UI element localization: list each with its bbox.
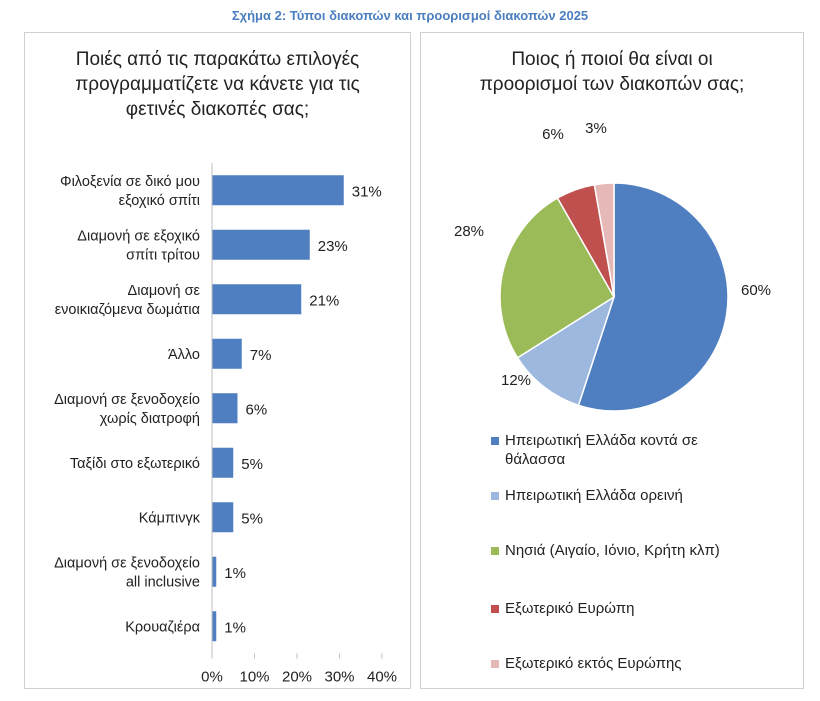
figure-title: Σχήμα 2: Τύποι διακοπών και προορισμοί διακοπών 2025 [231, 8, 589, 23]
bar [212, 230, 310, 260]
x-tick-label: 40% [366, 668, 398, 686]
bar-chart-title-line: προγραμματίζετε να κάνετε για τις [75, 74, 360, 95]
bar-chart-panel [24, 32, 411, 689]
bar [212, 339, 242, 369]
pie-chart [421, 33, 803, 413]
legend-swatch [491, 547, 499, 555]
bar-data-label: 21% [309, 292, 340, 310]
pie-data-label: 60% [740, 282, 772, 299]
bar [212, 557, 216, 587]
bar-chart-title-line: Ποιές από τις παρακάτω επιλογές [75, 49, 360, 70]
bar-chart [25, 33, 410, 688]
category-label: Διαμονή σε ξενοδοχείο χωρίς διατροφή [54, 391, 200, 427]
category-label: Φιλοξενία σε δικό μου εξοχικό σπίτι [60, 173, 200, 209]
bar [212, 175, 344, 205]
bar-data-label: 31% [351, 183, 382, 201]
legend-swatch [491, 660, 499, 668]
legend-label: Ηπειρωτική Ελλάδα κοντά σε θάλασσα [505, 432, 698, 468]
bar-data-label: 1% [224, 564, 246, 582]
bar-data-label: 1% [224, 619, 246, 637]
category-label: Άλλο [167, 346, 200, 363]
bar [212, 284, 301, 314]
legend-label: Εξωτερικό Ευρώπη [505, 600, 635, 617]
x-tick-label: 30% [324, 668, 355, 686]
bar-chart-title-line: φετινές διακοπές σας; [125, 99, 310, 120]
legend-label: Ηπειρωτική Ελλάδα ορεινή [505, 487, 683, 504]
bar [212, 611, 216, 641]
bar [212, 393, 238, 423]
pie-data-label: 12% [500, 372, 532, 389]
pie-data-label: 28% [453, 223, 485, 240]
x-tick-label: 0% [201, 668, 223, 686]
bar-data-label: 6% [245, 401, 268, 419]
category-label: Διαμονή σε ενοικιαζόμενα δωμάτια [54, 282, 200, 318]
category-label: Διαμονή σε εξοχικό σπίτι τρίτου [77, 228, 200, 264]
pie-chart-title-line: Ποιος ή ποιοί θα είναι οι [511, 49, 713, 70]
pie-data-label: 3% [585, 120, 607, 137]
legend-swatch [491, 605, 499, 613]
pie-chart-panel [420, 32, 804, 689]
category-label: Κάμπινγκ [138, 510, 200, 527]
legend-swatch [491, 492, 499, 500]
bar-data-label: 5% [241, 455, 263, 473]
category-label: Κρουαζιέρα [125, 619, 200, 636]
pie-data-label: 6% [542, 126, 564, 143]
category-label: Διαμονή σε ξενοδοχείο all inclusive [54, 555, 200, 591]
bar [212, 502, 233, 532]
pie-chart-title-line: προορισμοί των διακοπών σας; [479, 74, 745, 95]
bar [212, 448, 233, 478]
x-tick-label: 20% [281, 668, 313, 686]
legend-label: Εξωτερικό εκτός Ευρώπης [505, 655, 682, 672]
legend-swatch [491, 437, 499, 445]
bar-data-label: 5% [241, 510, 263, 528]
bar-data-label: 7% [249, 346, 272, 364]
legend-label: Νησιά (Αιγαίο, Ιόνιο, Κρήτη κλπ) [505, 542, 720, 559]
category-label: Ταξίδι στο εξωτερικό [69, 455, 200, 472]
x-tick-label: 10% [239, 668, 270, 686]
bar-data-label: 23% [317, 237, 348, 255]
